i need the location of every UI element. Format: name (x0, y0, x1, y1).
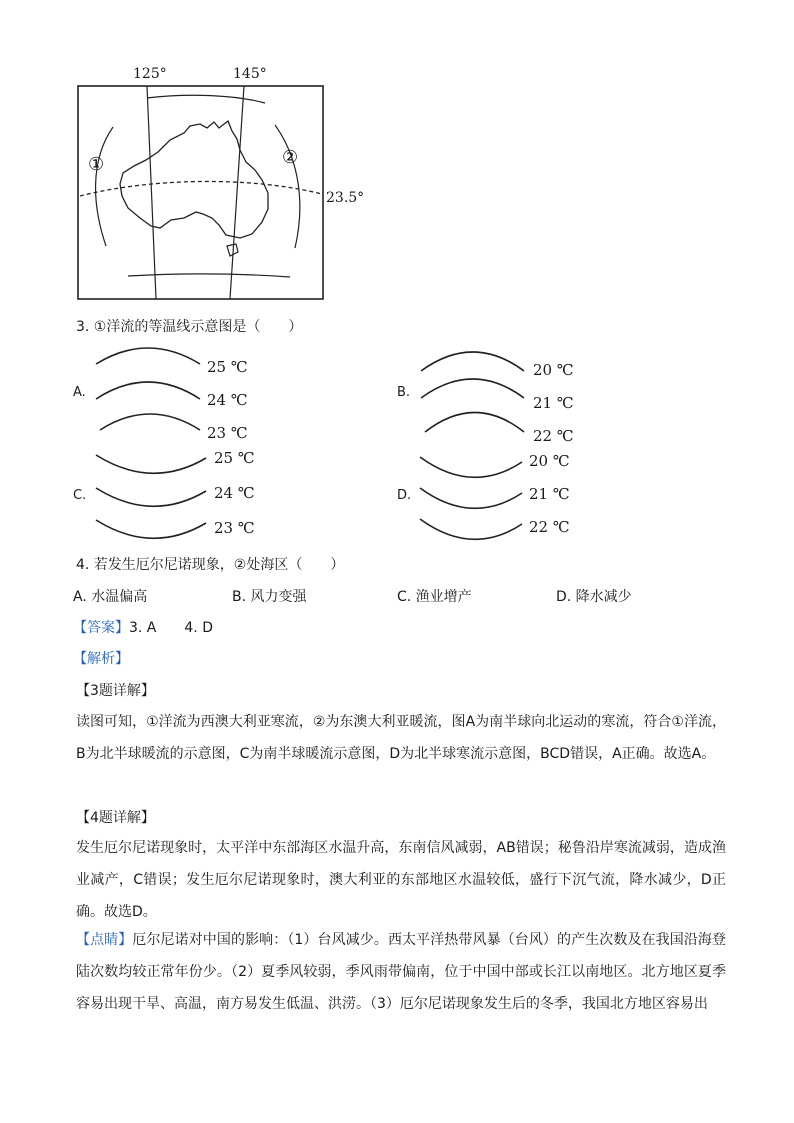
q3-detail-tag: 【3题详解】 (76, 683, 155, 699)
tip-tag: 【点睛】 (76, 932, 133, 948)
current-label-west: ① (88, 154, 105, 175)
q3-option-b-isotherms (410, 340, 530, 440)
q3-option-c-isotherms (90, 445, 210, 545)
lat-label-23-5: 23.5° (326, 190, 365, 206)
q4-detail-text: 发生厄尔尼诺现象时，太平洋中东部海区水温升高，东南信风减弱，AB错误；秘鲁沿岸寒流减弱，造成渔业减产，C错误；发生厄尔尼诺现象时，澳大利亚的东部地区水温较低，盛行下沉气流，降水减少，D正确。故选D。 (76, 840, 726, 920)
q3-option-a-isotherms (90, 340, 210, 440)
lon-label-125: 125° (133, 66, 167, 82)
q4-option-c: C. 渔业增产 (397, 589, 472, 605)
q3-option-d-letter: D. (397, 488, 412, 503)
q3-option-b-letter: B. (397, 385, 411, 400)
q3-option-a-letter: A. (73, 385, 86, 400)
q4-option-b: B. 风力变强 (232, 589, 307, 605)
question-4-stem: 4. 若发生厄尔尼诺现象，②处海区（ ） (76, 557, 345, 573)
q4-option-d: D. 降水减少 (556, 589, 632, 605)
q3-option-d-temp-1: 20 ℃ (529, 452, 570, 470)
analysis-tag: 【解析】 (73, 651, 129, 667)
q4-detail-tag: 【4题详解】 (76, 810, 155, 826)
answer-tag: 【答案】 (73, 620, 129, 636)
q3-option-d-temp-2: 21 ℃ (529, 485, 570, 503)
australia-map (70, 80, 340, 305)
q3-option-b-temp-3: 22 ℃ (533, 427, 574, 445)
answer-text: 3. A 4. D (129, 620, 213, 636)
tip-text: 厄尔尼诺对中国的影响：（1）台风减少。西太平洋热带风暴（台风）的产生次数及在我国沿海登陆次数均较正常年份少。（2）夏季风较弱，季风雨带偏南，位于中国中部或长江以南地区。北方地区夏季容易出现干旱、高温，南方易发生低温、洪涝。（3）厄尔尼诺现象发生后的冬季，我国北方地区容易出 (76, 932, 727, 1012)
q3-option-c-temp-3: 23 ℃ (214, 519, 255, 537)
q3-option-c-temp-1: 25 ℃ (214, 449, 255, 467)
q3-option-b-temp-2: 21 ℃ (533, 394, 574, 412)
q3-option-d-isotherms (410, 445, 530, 545)
tip-paragraph (76, 924, 726, 1020)
current-label-east: ② (282, 147, 299, 168)
question-3-stem: 3. ①洋流的等温线示意图是（ ） (76, 319, 303, 335)
q3-option-d-temp-3: 22 ℃ (529, 518, 570, 536)
answer-line (73, 618, 213, 638)
q3-option-a-temp-3: 23 ℃ (207, 424, 248, 442)
q3-option-c-letter: C. (73, 488, 87, 503)
lon-label-145: 145° (233, 66, 267, 82)
q3-option-b-temp-1: 20 ℃ (533, 361, 574, 379)
q3-detail-text: 读图可知，①洋流为西澳大利亚寒流，②为东澳大利亚暖流，图A为南半球向北运动的寒流，符合①洋流，B为北半球暖流的示意图，C为南半球暖流示意图，D为北半球寒流示意图，BCD错误，A正确。故选A。 (76, 714, 726, 762)
q4-option-a: A. 水温偏高 (73, 589, 148, 605)
q3-option-a-temp-2: 24 ℃ (207, 391, 248, 409)
q3-option-a-temp-1: 25 ℃ (207, 358, 248, 376)
q3-option-c-temp-2: 24 ℃ (214, 484, 255, 502)
